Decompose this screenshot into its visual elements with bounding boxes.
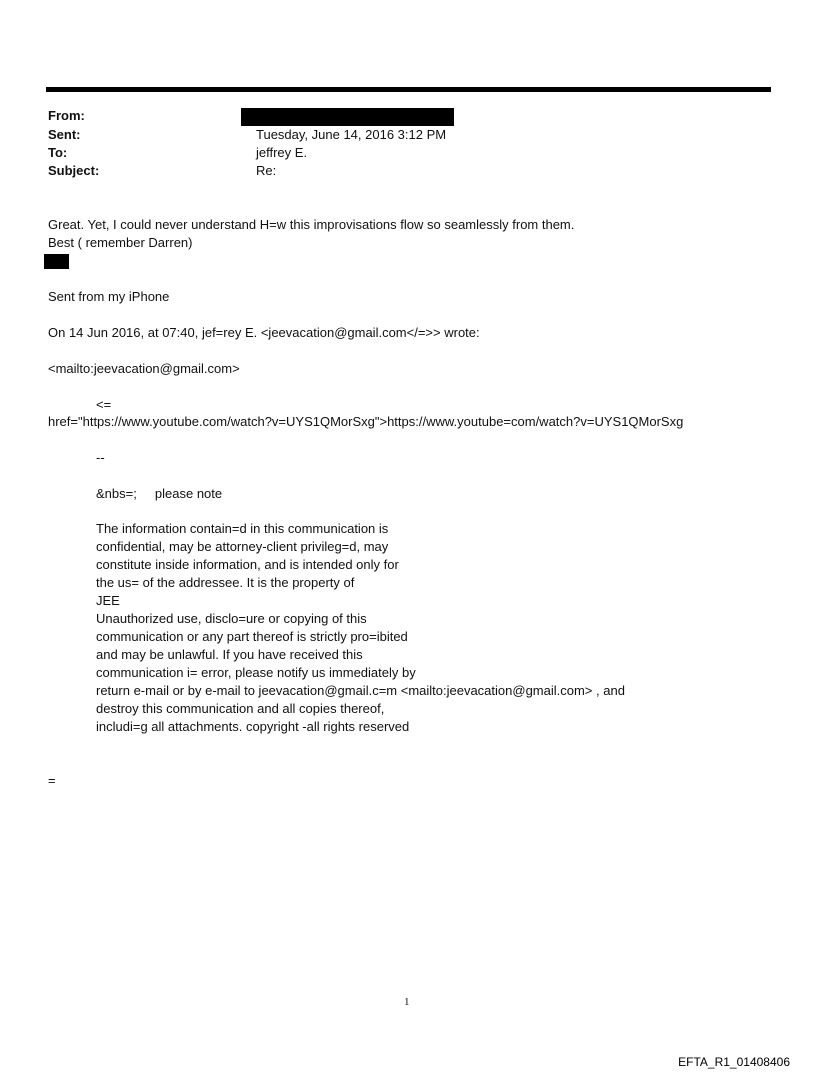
body-line-1: Great. Yet, I could never understand H=w this improvisations flow so seamlessly from them. [48,217,575,232]
disclaimer-line: the us= of the addressee. It is the property of [96,575,355,590]
disclaimer-line: destroy this communication and all copies thereof, [96,701,385,716]
mailto-line: <mailto:jeevacation@gmail.com> [48,361,240,376]
body-line-2: Best ( remember Darren) [48,235,193,250]
lt-line: <= [96,397,112,412]
to-value: jeffrey E. [256,145,308,160]
disclaimer-line: return e-mail or by e-mail to jeevacation@gmail.c=m <mailto:jeevacation@gmail.com> , and [96,683,625,698]
disclaimer-line: confidential, may be attorney-client privileg=d, may [96,539,389,554]
nbsp-line: &nbs=; please note [96,486,223,501]
to-label: To: [48,145,68,160]
header-rule [46,87,771,92]
page-number: 1 [404,996,410,1008]
disclaimer-line: communication i= error, please notify us immediately by [96,665,416,680]
disclaimer-line: The information contain=d in this communication is [96,521,389,536]
document-id: EFTA_R1_01408406 [678,1055,790,1069]
disclaimer-line: constitute inside information, and is intended only for [96,557,399,572]
disclaimer-line: Unauthorized use, disclo=ure or copying of this [96,611,367,626]
subject-label: Subject: [48,163,100,178]
subject-value: Re: [256,163,277,178]
from-label: From: [48,108,85,123]
redacted-from [241,108,454,126]
sent-label: Sent: [48,127,81,142]
disclaimer-line: communication or any part thereof is strictly pro=ibited [96,629,408,644]
quote-header: On 14 Jun 2016, at 07:40, jef=rey E. <jeevacation@gmail.com</=>> wrote: [48,325,480,340]
sent-from-line: Sent from my iPhone [48,289,170,304]
sent-value: Tuesday, June 14, 2016 3:12 PM [256,127,447,142]
disclaimer-line: includi=g all attachments. copyright -all rights reserved [96,719,410,734]
equals-line: = [48,773,56,788]
href-line: href="https://www.youtube.com/watch?v=UYS1QMorSxg">https://www.youtube=com/watch?v=UYS1QMorSxg [48,414,684,429]
redacted-signature [44,254,69,269]
disclaimer-line: and may be unlawful. If you have received this [96,647,363,662]
dashes-line: -- [96,450,105,465]
disclaimer-line: JEE [96,593,120,608]
